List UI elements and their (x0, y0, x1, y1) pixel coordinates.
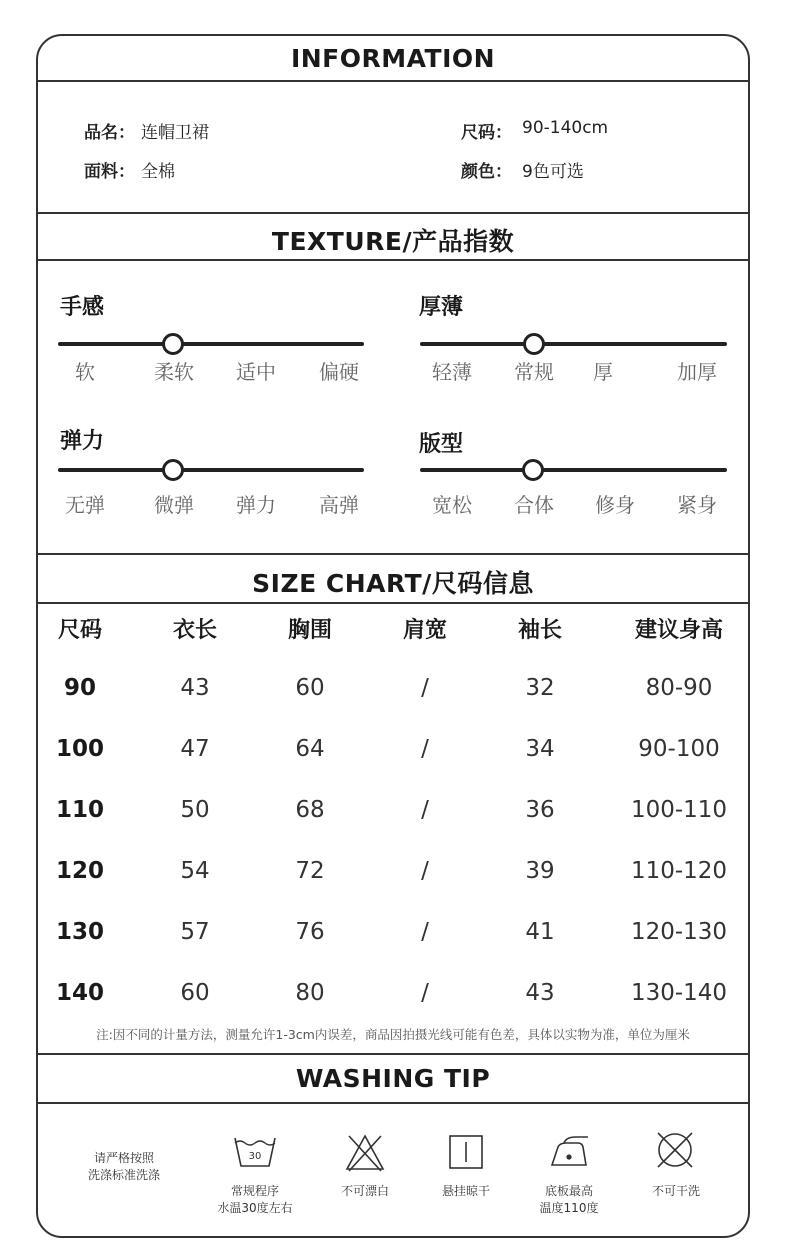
table-cell: 47 (180, 736, 210, 762)
color-value: 9色可选 (522, 162, 584, 182)
divider (36, 1053, 750, 1055)
size-value: 90-140cm (522, 118, 609, 138)
washing-item (310, 1183, 420, 1200)
texture-scale-title: 版型 (419, 432, 464, 457)
washing-item-line: 水温30度左右 (217, 1201, 293, 1215)
table-cell: 76 (295, 919, 325, 945)
scale-label: 修身 (595, 493, 635, 517)
scale-label: 偏硬 (319, 360, 359, 384)
texture-scale-title: 厚薄 (419, 295, 464, 320)
washing-item (200, 1183, 310, 1217)
divider (36, 80, 750, 82)
scale-label: 微弹 (154, 493, 194, 517)
texture-scale-title: 弹力 (60, 429, 105, 454)
column-header: 建议身高 (634, 618, 723, 643)
scale-label: 弹力 (236, 493, 276, 517)
scale-label: 轻薄 (432, 360, 472, 384)
size-note: 注:因不同的计量方法，测量允许1-3cm内误差，商品因拍摄光线可能有色差，具体以实物为准，单位为厘米 (96, 1027, 690, 1042)
table-cell: 60 (295, 675, 325, 701)
table-cell: 36 (525, 797, 555, 823)
size-cell: 130 (55, 919, 104, 945)
divider (36, 553, 750, 555)
divider (36, 1102, 750, 1104)
texture-scale-title: 手感 (60, 295, 105, 320)
table-cell: 90-100 (638, 736, 720, 762)
column-header: 尺码 (57, 618, 102, 643)
scale-track (58, 342, 364, 346)
name-label: 品名： (84, 123, 135, 143)
texture-title: TEXTURE/产品指数 (271, 227, 515, 256)
table-cell: 32 (525, 675, 555, 701)
scale-knob (523, 333, 545, 355)
table-cell: 80-90 (645, 675, 713, 701)
washing-item (621, 1183, 731, 1200)
washing-item-line: 温度110度 (539, 1201, 599, 1215)
scale-knob (522, 459, 544, 481)
column-header: 袖长 (517, 618, 562, 643)
table-cell: 72 (295, 858, 325, 884)
table-cell: 43 (180, 675, 210, 701)
information-title: INFORMATION (290, 44, 496, 73)
table-cell: 34 (525, 736, 555, 762)
table-cell: 57 (180, 919, 210, 945)
washtub-temperature: 30 (248, 1151, 262, 1162)
fabric-label: 面料： (84, 162, 135, 182)
table-cell: / (421, 797, 429, 823)
color-label: 颜色： (461, 162, 512, 182)
size-cell: 100 (55, 736, 104, 762)
table-cell: 130-140 (630, 980, 728, 1006)
scale-track (420, 342, 727, 346)
scale-knob (162, 459, 184, 481)
washing-item-line: 悬挂晾干 (441, 1184, 490, 1198)
washing-item (514, 1183, 624, 1217)
washing-intro-line: 洗涤标准洗涤 (87, 1168, 160, 1182)
table-cell: 100-110 (630, 797, 728, 823)
table-cell: 54 (180, 858, 210, 884)
column-header: 肩宽 (402, 618, 447, 643)
scale-label: 加厚 (677, 360, 717, 384)
scale-label: 合体 (514, 493, 554, 517)
scale-label: 软 (75, 360, 95, 384)
table-cell: 64 (295, 736, 325, 762)
scale-label: 宽松 (432, 493, 472, 517)
table-cell: / (421, 858, 429, 884)
table-cell: 39 (525, 858, 555, 884)
size-cell: 140 (55, 980, 104, 1006)
scale-label: 适中 (236, 360, 276, 384)
table-cell: 43 (525, 980, 555, 1006)
no-bleach-icon (344, 1133, 386, 1173)
washing-item-line: 不可干洗 (651, 1184, 700, 1198)
washing-item (411, 1183, 521, 1200)
scale-label: 高弹 (319, 493, 359, 517)
table-cell: 110-120 (630, 858, 728, 884)
table-cell: / (421, 919, 429, 945)
size-cell: 90 (63, 675, 96, 701)
table-cell: 60 (180, 980, 210, 1006)
divider (36, 602, 750, 604)
table-cell: / (421, 980, 429, 1006)
size-cell: 120 (55, 858, 104, 884)
size-chart-title: SIZE CHART/尺码信息 (252, 569, 534, 598)
scale-label: 紧身 (677, 493, 717, 517)
washing-intro-line: 请严格按照 (93, 1151, 154, 1165)
washing-item-line: 不可漂白 (340, 1184, 389, 1198)
size-label: 尺码： (461, 123, 512, 143)
washing-title: WASHING TIP (295, 1064, 491, 1093)
column-header: 胸围 (287, 618, 332, 643)
scale-label: 柔软 (154, 360, 194, 384)
washing-intro (64, 1150, 184, 1184)
size-cell: 110 (55, 797, 104, 823)
scale-track (420, 468, 727, 472)
scale-label: 无弹 (65, 493, 105, 517)
table-cell: / (421, 736, 429, 762)
fabric-value: 全棉 (141, 162, 175, 182)
table-cell: 120-130 (630, 919, 728, 945)
washtub-30-icon (233, 1135, 277, 1169)
iron-icon (548, 1135, 590, 1169)
column-header: 衣长 (172, 618, 217, 643)
table-cell: 68 (295, 797, 325, 823)
no-dry-clean-icon (655, 1130, 695, 1170)
divider (36, 259, 750, 261)
hang-dry-icon (448, 1134, 484, 1170)
table-cell: 41 (525, 919, 555, 945)
washing-item-line: 常规程序 (230, 1184, 279, 1198)
washing-item-line: 底板最高 (544, 1184, 593, 1198)
table-cell: / (421, 675, 429, 701)
scale-track (58, 468, 364, 472)
table-cell: 80 (295, 980, 325, 1006)
scale-knob (162, 333, 184, 355)
name-value: 连帽卫裙 (141, 123, 209, 143)
scale-label: 常规 (514, 360, 554, 384)
divider (36, 212, 750, 214)
table-cell: 50 (180, 797, 210, 823)
scale-label: 厚 (593, 360, 613, 384)
